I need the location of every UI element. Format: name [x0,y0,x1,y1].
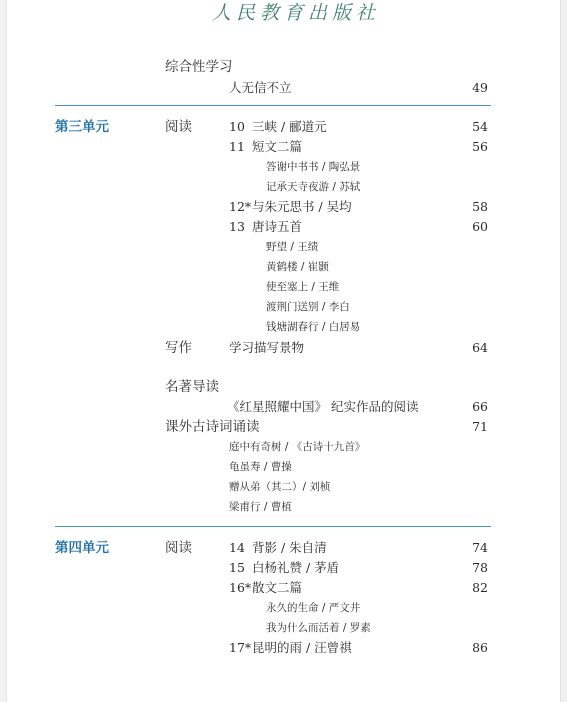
lesson-number: 10 [229,119,245,134]
unit-heading: 第四单元 [55,540,109,556]
lesson-number: 14 [229,540,245,555]
toc-page-number: 54 [472,119,488,134]
lesson-number: 11 [229,139,245,154]
lesson-number: 12* [229,199,252,214]
page-frame-left [0,0,7,702]
publisher-logo: 人民教育出版社 [212,2,381,24]
toc-subentry[interactable]: 龟虽寿 / 曹操 [229,461,292,473]
section-heading: 写作 [165,340,192,356]
toc-subentry[interactable]: 我为什么而活着 / 罗素 [266,622,371,634]
toc-page-number: 82 [472,580,488,595]
lesson-number: 15 [229,560,245,575]
section-heading: 阅读 [165,119,192,135]
toc-page-number: 71 [472,419,488,434]
toc-page-number: 78 [472,560,488,575]
toc-subentry[interactable]: 答谢中书书 / 陶弘景 [266,161,361,173]
toc-entry-title[interactable]: 唐诗五首 [252,219,303,234]
toc-subentry[interactable]: 渡荆门送别 / 李白 [266,301,350,313]
unit-divider [55,526,491,527]
toc-subentry[interactable]: 梁甫行 / 曹植 [229,501,292,513]
toc-subentry[interactable]: 永久的生命 / 严文井 [266,602,361,614]
toc-entry-title[interactable]: 短文二篇 [252,139,303,154]
lesson-number: 13 [229,219,245,234]
toc-page-number: 60 [472,219,488,234]
toc-entry-title[interactable]: 昆明的雨 / 汪曾祺 [252,640,352,655]
lesson-number: 17* [229,640,252,655]
toc-subentry[interactable]: 钱塘湖春行 / 白居易 [266,321,361,333]
toc-page-number: 66 [472,399,488,414]
toc-subentry[interactable]: 赠从弟（其二）/ 刘桢 [229,481,331,493]
toc-entry-title[interactable]: 人无信不立 [229,80,292,95]
toc-entry-title[interactable]: 学习描写景物 [229,340,305,355]
section-heading: 综合性学习 [165,59,233,75]
unit-divider [55,105,491,106]
toc-entry-title[interactable]: 《红星照耀中国》 纪实作品的阅读 [227,399,419,414]
toc-subentry[interactable]: 记承天寺夜游 / 苏轼 [266,181,361,193]
toc-page-number: 49 [472,80,488,95]
toc-subentry[interactable]: 野望 / 王绩 [266,241,319,253]
toc-subentry[interactable]: 庭中有奇树 / 《古诗十九首》 [229,441,366,453]
page-frame-right [560,0,567,702]
section-heading: 名著导读 [165,379,219,395]
toc-page-number: 86 [472,640,488,655]
toc-page-number: 64 [472,340,488,355]
toc-entry-title[interactable]: 三峡 / 郦道元 [252,119,327,134]
toc-entry-title[interactable]: 散文二篇 [252,580,303,595]
toc-entry-title[interactable]: 背影 / 朱自清 [252,540,327,555]
toc-page-number: 56 [472,139,488,154]
toc-entry-title[interactable]: 与朱元思书 / 吴均 [252,199,352,214]
section-heading[interactable]: 课外古诗词诵读 [165,419,260,435]
toc-subentry[interactable]: 黄鹤楼 / 崔颢 [266,261,329,273]
toc-subentry[interactable]: 使至塞上 / 王维 [266,281,340,293]
section-heading: 阅读 [165,540,192,556]
toc-page-number: 58 [472,199,488,214]
lesson-number: 16* [229,580,252,595]
unit-heading: 第三单元 [55,119,109,135]
toc-page-number: 74 [472,540,488,555]
toc-entry-title[interactable]: 白杨礼赞 / 茅盾 [252,560,340,575]
